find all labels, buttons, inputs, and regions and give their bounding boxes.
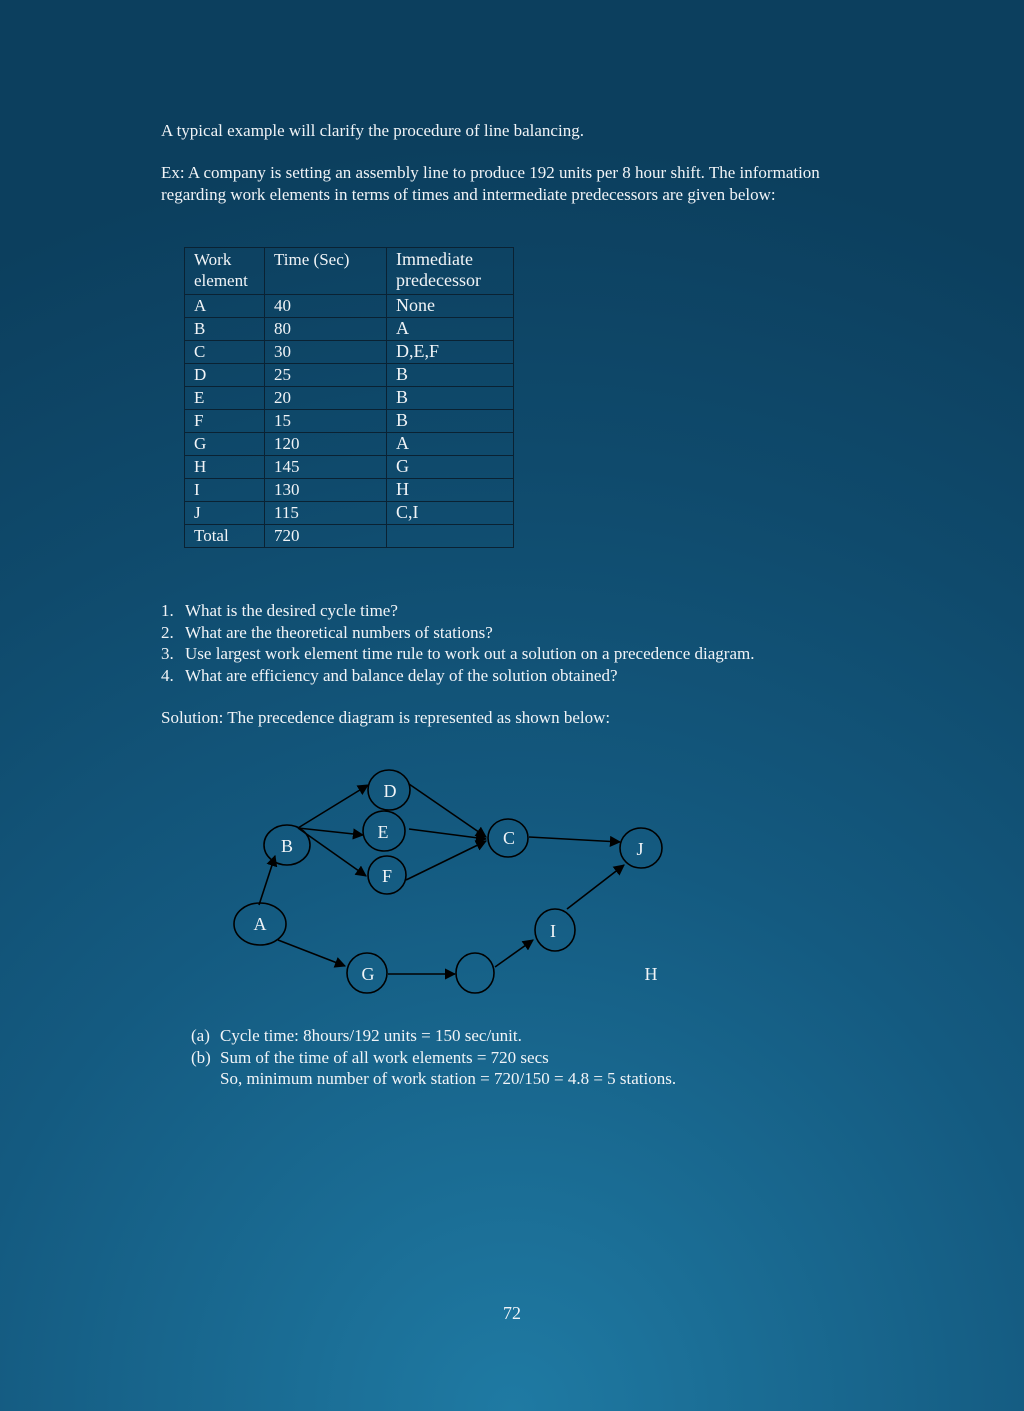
table-cell: 115 <box>265 502 387 525</box>
table-cell: None <box>387 295 514 318</box>
table-cell: B <box>387 364 514 387</box>
edge-a-b <box>259 856 275 905</box>
page-number: 72 <box>503 1303 521 1323</box>
table-cell: 80 <box>265 318 387 341</box>
table-row <box>185 479 514 502</box>
table-row <box>185 433 514 456</box>
table-cell: D,E,F <box>387 341 514 364</box>
table-cell: 720 <box>265 525 387 548</box>
table-cell: Total <box>185 525 265 548</box>
question-item <box>161 665 881 687</box>
solution-b-text: Sum of the time of all work elements = 720 secs <box>220 1047 549 1067</box>
table-cell: I <box>185 479 265 502</box>
question-item <box>161 622 881 644</box>
solution-b-label: (b) <box>191 1047 211 1067</box>
table-cell: 130 <box>265 479 387 502</box>
table-cell: 15 <box>265 410 387 433</box>
table-row <box>185 502 514 525</box>
question-text: What are efficiency and balance delay of the solution obtained? <box>185 665 618 685</box>
table-cell: 145 <box>265 456 387 479</box>
edge-b-d <box>298 785 368 828</box>
solution-intro: Solution: The precedence diagram is represented as shown below: <box>161 708 611 727</box>
table-header-row <box>185 248 514 295</box>
work-elements-table <box>184 247 514 548</box>
question-number: 1. <box>161 601 174 620</box>
edge-h-i <box>495 940 533 967</box>
question-number: 3. <box>161 644 174 663</box>
table-row <box>185 295 514 318</box>
question-item <box>161 600 881 622</box>
question-item <box>161 643 881 665</box>
table-cell: 40 <box>265 295 387 318</box>
questions-list <box>161 600 881 686</box>
table-header-cell: Work element <box>185 248 265 295</box>
table-row <box>185 364 514 387</box>
node-b-label: B <box>280 836 294 856</box>
node-f-label: F <box>381 866 393 886</box>
solution-b-text2: So, minimum number of work station = 720/150 = 4.8 = 5 stations. <box>220 1069 677 1088</box>
table-header-cell: Immediate predecessor <box>387 248 514 295</box>
edge-c-j <box>529 837 620 842</box>
node-h <box>456 953 494 993</box>
table-cell: 120 <box>265 433 387 456</box>
table-cell: 25 <box>265 364 387 387</box>
table-row <box>185 525 514 548</box>
edge-e-c <box>409 829 486 839</box>
table-cell: H <box>387 479 514 502</box>
table-row <box>185 387 514 410</box>
intro-paragraph: A typical example will clarify the procedure of line balancing. <box>161 121 584 140</box>
question-number: 2. <box>161 622 174 642</box>
solution-block <box>191 1025 911 1090</box>
table-cell: 30 <box>265 341 387 364</box>
edge-f-c <box>406 841 486 880</box>
table-row <box>185 341 514 364</box>
table-cell: A <box>387 318 514 341</box>
table-cell: 20 <box>265 387 387 410</box>
table-cell: C,I <box>387 502 514 525</box>
question-text: Use largest work element time rule to work out a solution on a precedence diagram. <box>185 644 755 663</box>
table-cell: A <box>185 295 265 318</box>
example-paragraph: Ex: A company is setting an assembly line to produce 192 units per 8 hour shift. The information regarding work elements in terms of times and intermediate predecessors are given below: <box>161 163 820 204</box>
edge-i-j <box>567 865 624 909</box>
table-cell: B <box>387 410 514 433</box>
node-d-label: D <box>383 781 397 801</box>
node-i-label: I <box>550 921 556 941</box>
table-row <box>185 410 514 433</box>
edge-a-g <box>278 940 345 966</box>
table-cell: G <box>387 456 514 479</box>
table-header-cell: Time (Sec) <box>265 248 387 295</box>
table-cell <box>387 525 514 548</box>
table-cell: H <box>185 456 265 479</box>
h-label: H <box>644 964 658 984</box>
table-cell: B <box>185 318 265 341</box>
table-row <box>185 456 514 479</box>
table-cell: C <box>185 341 265 364</box>
table-cell: A <box>387 433 514 456</box>
table-cell: G <box>185 433 265 456</box>
table-cell: J <box>185 502 265 525</box>
table-cell: F <box>185 410 265 433</box>
table-row <box>185 318 514 341</box>
table-cell: B <box>387 387 514 410</box>
table-cell: E <box>185 387 265 410</box>
node-a-label: A <box>253 914 267 934</box>
node-c-label: C <box>502 828 516 848</box>
solution-a-label: (a) <box>191 1026 210 1045</box>
question-number: 4. <box>161 665 174 685</box>
edge-d-c <box>409 784 486 837</box>
node-g-label: G <box>361 964 375 984</box>
question-text: What are the theoretical numbers of stations? <box>185 622 493 642</box>
table-cell: D <box>185 364 265 387</box>
node-j-label: J <box>636 839 644 859</box>
question-text: What is the desired cycle time? <box>185 601 398 620</box>
node-e-label: E <box>377 822 389 842</box>
solution-a-text: Cycle time: 8hours/192 units = 150 sec/unit. <box>220 1026 522 1045</box>
precedence-diagram <box>200 755 680 1005</box>
